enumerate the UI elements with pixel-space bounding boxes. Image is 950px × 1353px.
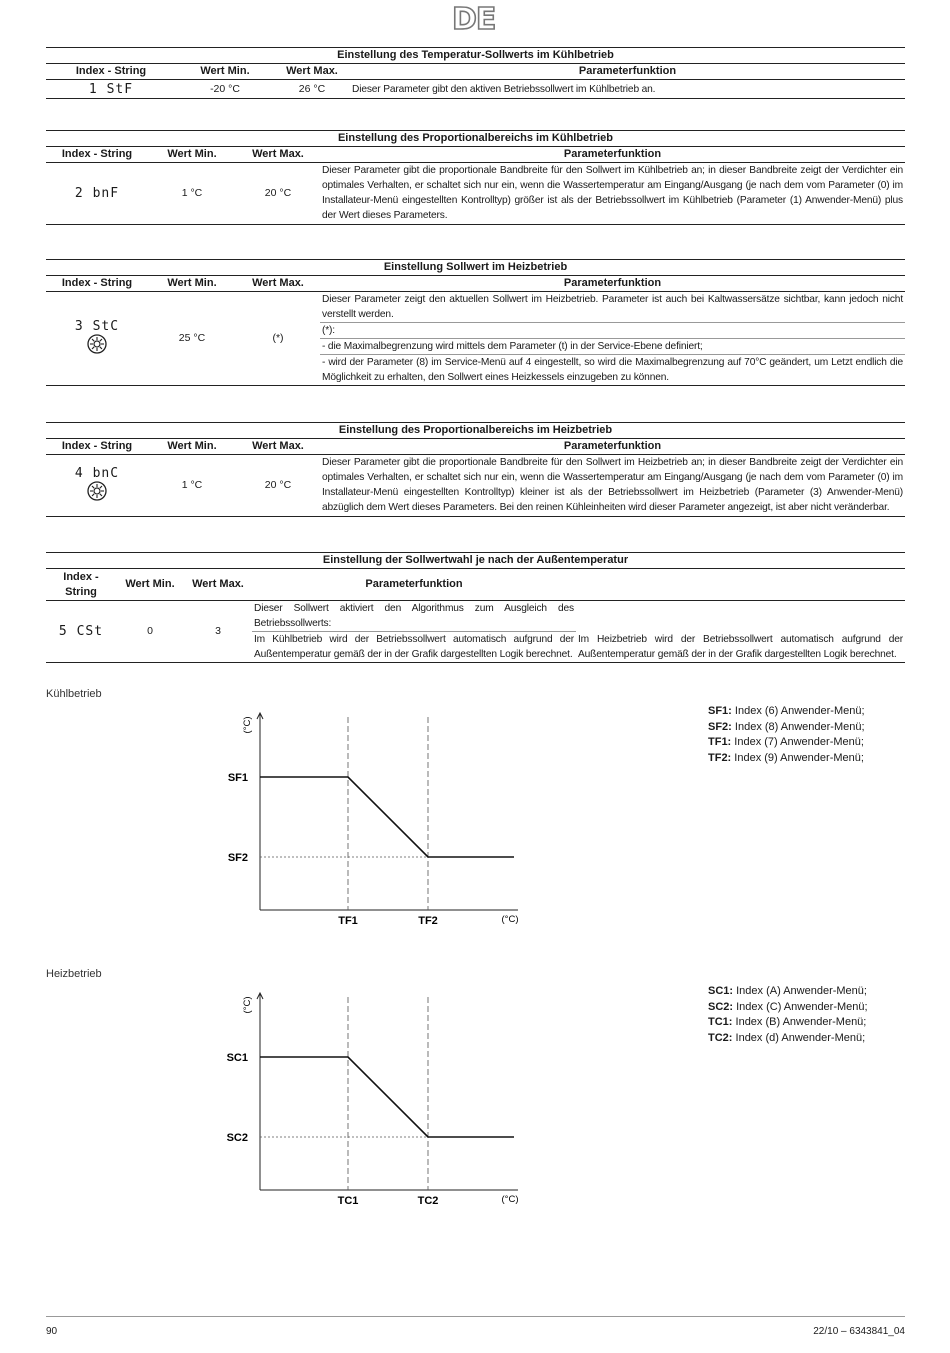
cooling-description: Im Kühlbetrieb wird der Betriebssollwert automatisch aufgrund der Außentemperatur gemäß der in der Grafik dargestellten Logik berechnet. [252,632,576,663]
min-value: -20 °C [176,80,274,99]
legend-item: TF2: Index (9) Anwender-Menü; [708,751,864,764]
cooling-chart [220,705,530,930]
legend-heating [708,984,868,1046]
legend-item: SF1: Index (6) Anwender-Menü; [708,705,865,717]
y-tick-label: SC2 [226,1132,248,1144]
max-value: 26 °C [274,80,350,99]
max-value: 20 °C [236,455,320,517]
col-header-index: Index - String [46,439,148,455]
col-header-index: Index - String [46,64,176,80]
legend-cooling [708,704,865,766]
index-string: 2 bnF [46,163,148,225]
legend-item: SC2: Index (C) Anwender-Menü; [708,1000,868,1013]
index-string: 3 StC [74,318,120,334]
min-value: 25 °C [148,292,236,386]
language-badge: DE [452,2,496,37]
col-header-max: Wert Max. [184,569,252,601]
heating-chart [220,985,530,1210]
min-value: 1 °C [148,455,236,517]
table-cooling-band [46,130,905,225]
parameter-description: Dieser Parameter gibt die proportionale Bandbreite für den Sollwert im Heizbetrieb an; in dieser Bandbreite zeigt der Verdichter ein optimales Verhalten, er schaltet sich nur ein, wenn die Wassertemperatur am Eingang/Ausgang (je nach dem vom Parameter (0) im Installateur-Menü eingestellten Kontrolltyp) kleiner ist als der Betriebssollwert im Heizbetrieb (Parameter (3) Anwender-Menü) abzüglich dem Wert dieses Parameters. Bei den reinen Kühleinheiten wird dieser Parameter angezeigt, ist aber nicht veränderbar. [320,455,905,517]
col-header-min: Wert Min. [176,64,274,80]
page-footer [46,1316,905,1337]
setpoint-line [260,1057,514,1137]
col-header-max: Wert Max. [236,439,320,455]
x-tick-label: TF1 [338,915,358,927]
parameter-description: Dieser Parameter zeigt den aktuellen Sollwert im Heizbetrieb. Parameter ist auch bei Kaltwassersätze sichtbar, kann jedoch nicht verstellt werden. [320,292,905,323]
max-value: 20 °C [236,163,320,225]
col-header-max: Wert Max. [274,64,350,80]
x-tick-label: TC1 [337,1195,359,1207]
parameter-description: Dieser Parameter gibt den aktiven Betriebssollwert im Kühlbetrieb an. [350,80,905,99]
y-tick-label: SC1 [226,1052,248,1064]
page-number: 90 [46,1326,58,1337]
index-string: 1 StF [46,80,176,99]
y-tick-label: SF2 [227,852,248,864]
x-tick-label: TF2 [418,915,438,927]
parameter-note: - die Maximalbegrenzung wird mittels dem Parameter (t) in der Service-Ebene definiert; [320,339,905,355]
section-label-cooling: Kühlbetrieb [46,688,102,700]
col-header-min: Wert Min. [148,147,236,163]
col-header-min: Wert Min. [116,569,184,601]
x-axis-label: (°C) [501,1194,519,1205]
col-header-index: Index - String [46,276,148,292]
y-tick-label: SF1 [227,772,248,784]
x-tick-label: TC2 [417,1195,439,1207]
legend-item: SC1: Index (A) Anwender-Menü; [708,985,867,997]
max-value: (*) [236,292,320,386]
min-value: 0 [116,601,184,663]
y-axis-label: (°C) [242,716,253,734]
legend-item: TC1: Index (B) Anwender-Menü; [708,1016,867,1028]
col-header-function: Parameterfunktion [320,147,905,163]
col-header-index: Index - String [46,147,148,163]
table-title: Einstellung des Temperatur-Sollwerts im Kühlbetrieb [46,48,905,64]
table-title: Einstellung der Sollwertwahl je nach der Außentemperatur [46,553,905,569]
col-header-max: Wert Max. [236,147,320,163]
parameter-description: Dieser Sollwert aktiviert den Algorithmus zum Ausgleich des Betriebssollwerts: [252,601,576,632]
table-title: Einstellung Sollwert im Heizbetrieb [46,260,905,276]
col-header-max: Wert Max. [236,276,320,292]
table-outdoor-setpoint [46,552,905,663]
min-value: 1 °C [148,163,236,225]
col-header-function: Parameterfunktion [350,64,905,80]
heating-description: Im Heizbetrieb wird der Betriebssollwert automatisch aufgrund der Außentemperatur gemäß der in der Grafik dargestellten Logik berechnet. [576,632,905,663]
sun-icon [87,481,107,501]
document-code: 22/10 – 6343841_04 [813,1326,905,1337]
col-header-function: Parameterfunktion [320,276,905,292]
legend-item: TC2: Index (d) Anwender-Menü; [708,1031,866,1044]
x-axis-label: (°C) [501,914,519,925]
table-title: Einstellung des Proportionalbereichs im Heizbetrieb [46,423,905,439]
table-cooling-setpoint [46,47,905,99]
legend-item: TF1: Index (7) Anwender-Menü; [708,736,864,748]
max-value: 3 [184,601,252,663]
parameter-note: - wird der Parameter (8) im Service-Menü auf 4 eingestellt, so wird die Maximalbegrenzung auf 70°C geändert, um Letzt endlich die Möglichkeit zu erhalten, den Sollwert eines Heizkessels einzugeben zu können. [320,355,905,386]
parameter-description: Dieser Parameter gibt die proportionale Bandbreite für den Sollwert im Kühlbetrieb an; in dieser Bandbreite zeigt der Verdichter ein optimales Verhalten, er schaltet sich nur ein, wenn die Wassertemperatur am Eingang/Ausgang (je nach dem vom Parameter (0) im Installateur-Menü eingestellten Kontrolltyp) größer ist als der Betriebssollwert im Kühlbetrieb (Parameter (1) Anwender-Menü) plus der Wert dieses Parameters. [320,163,905,225]
legend-item: SF2: Index (8) Anwender-Menü; [708,720,865,733]
col-header-function: Parameterfunktion [320,439,905,455]
sun-icon [87,334,107,354]
table-title: Einstellung des Proportionalbereichs im Kühlbetrieb [46,131,905,147]
col-header-min: Wert Min. [148,439,236,455]
table-heating-setpoint [46,259,905,386]
parameter-note: (*): [320,323,905,339]
setpoint-line [260,777,514,857]
index-string: 4 bnC [74,465,120,481]
col-header-function: Parameterfunktion [252,569,576,601]
col-header-min: Wert Min. [148,276,236,292]
index-string: 5 CSt [46,601,116,663]
col-header-index: Index - String [46,569,116,601]
table-heating-band [46,422,905,517]
section-label-heating: Heizbetrieb [46,968,102,980]
y-axis-label: (°C) [242,996,253,1014]
